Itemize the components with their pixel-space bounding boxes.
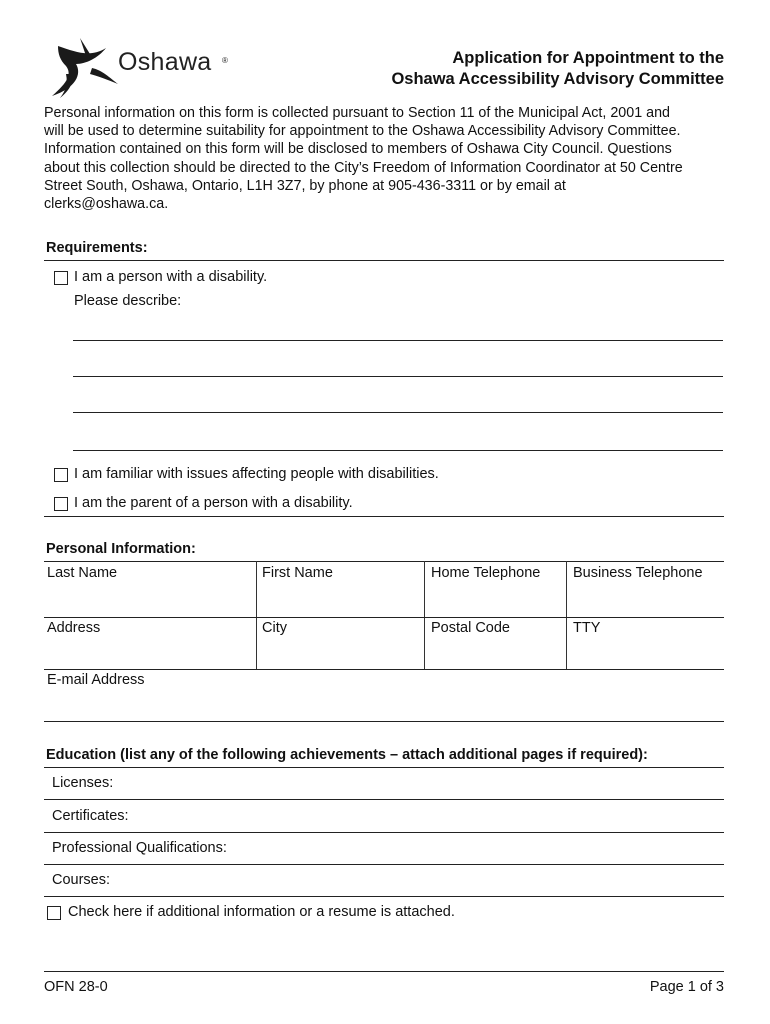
cell-divider [256,561,257,669]
courses-field[interactable]: Courses: [52,872,111,888]
describe-line-4[interactable] [73,450,723,451]
professional-qualifications-field[interactable]: Professional Qualifications: [52,840,227,856]
licenses-field[interactable]: Licenses: [52,775,114,791]
describe-label: Please describe: [74,293,182,309]
last-name-field[interactable]: Last Name [47,565,118,581]
logo-text: Oshawa [118,48,212,76]
requirements-heading: Requirements: [46,240,148,256]
page-number: Page 1 of 3 [649,979,724,995]
city-field[interactable]: City [262,620,287,636]
email-field[interactable]: E-mail Address [47,672,145,688]
disability-checkbox[interactable] [54,271,68,285]
divider [44,669,724,670]
privacy-notice [44,104,734,213]
attached-label: Check here if additional information or a resume is attached. [68,904,455,920]
divider [44,516,724,517]
familiar-checkbox[interactable] [54,468,68,482]
personal-info-heading: Personal Information: [46,541,196,557]
oshawa-logo-mark-icon [46,34,126,100]
home-telephone-field[interactable]: Home Telephone [431,565,541,581]
parent-checkbox[interactable] [54,497,68,511]
parent-label: I am the parent of a person with a disability. [74,495,353,511]
divider [44,260,724,261]
divider [44,617,724,618]
tty-field[interactable]: TTY [573,620,601,636]
notice-line: will be used to determine suitability for appointment to the Oshawa Accessibility Advisory Committee. [44,123,681,140]
notice-line: Personal information on this form is collected pursuant to Section 11 of the Municipal Act, 2001 and [44,105,670,121]
disability-label: I am a person with a disability. [74,269,268,285]
postal-code-field[interactable]: Postal Code [431,620,510,636]
footer-divider [44,971,724,972]
certificates-field[interactable]: Certificates: [52,808,129,824]
form-number: OFN 28-0 [44,979,108,995]
divider [44,832,724,833]
cell-divider [566,561,567,669]
notice-line: Street South, Oshawa, Ontario, L1H 3Z7, by phone at 905-436-3311 or by email at [44,177,566,194]
title-line-1: Application for Appointment to the [452,49,724,67]
divider [44,561,724,562]
first-name-field[interactable]: First Name [262,565,333,581]
divider [44,896,724,897]
divider [44,721,724,722]
notice-line: clerks@oshawa.ca. [44,196,169,213]
notice-line: about this collection should be directed to the City’s Freedom of Information Coordinator at 50 Centre [44,159,683,176]
cell-divider [424,561,425,669]
divider [44,864,724,865]
familiar-label: I am familiar with issues affecting people with disabilities. [74,466,439,482]
describe-line-2[interactable] [73,376,723,377]
attached-checkbox[interactable] [47,906,61,920]
describe-line-1[interactable] [73,340,723,341]
divider [44,799,724,800]
education-heading: Education (list any of the following achievements – attach additional pages if required): [46,747,648,763]
business-telephone-field[interactable]: Business Telephone [573,565,703,581]
divider [44,767,724,768]
title-line-2: Oshawa Accessibility Advisory Committee [391,70,724,88]
address-field[interactable]: Address [47,620,101,636]
notice-line: Information contained on this form will be disclosed to members of Oshawa City Council. Questions [44,141,672,158]
logo-registered-mark: ® [222,56,228,65]
describe-line-3[interactable] [73,412,723,413]
form-title [391,48,724,90]
